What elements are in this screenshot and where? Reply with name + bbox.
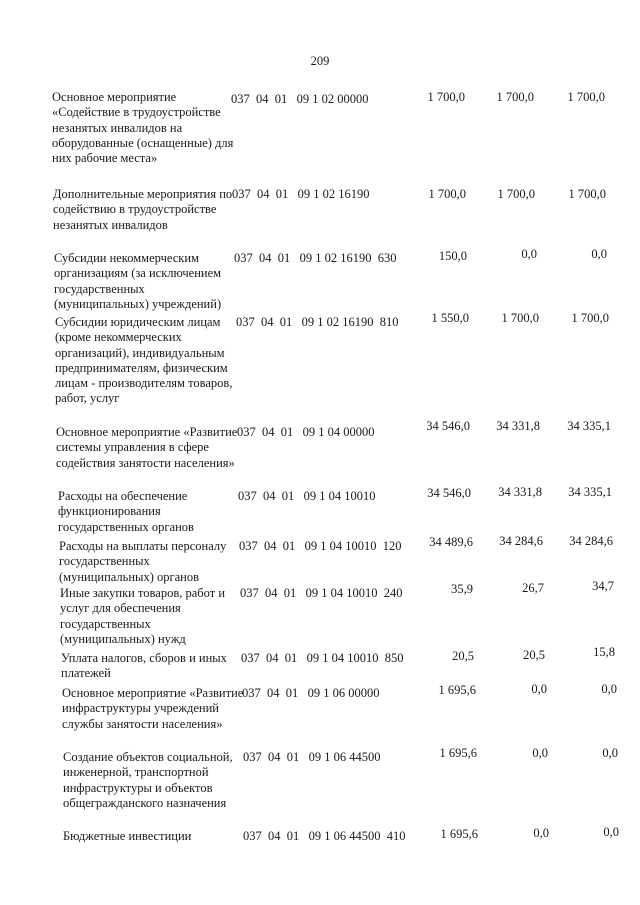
row-name: Основное мероприятие «Развитие системы управления в сфере содействия занятости населения»: [56, 425, 238, 470]
row-code: 037 04 01 09 1 02 16190 630: [234, 251, 397, 265]
row-amount-3: 0,0: [591, 247, 607, 261]
row-code: 037 04 01 09 1 04 00000: [237, 425, 375, 439]
row-code: 037 04 01 09 1 04 10010 240: [240, 586, 403, 600]
row-amount-2: 1 700,0: [496, 90, 534, 104]
row-name: Основное мероприятие «Развитие инфраструктуры учреждений службы занятости населения»: [62, 686, 244, 731]
table-row: [0, 247, 640, 311]
row-amount-2: 34 331,8: [498, 485, 542, 499]
row-amount-1: 1 550,0: [431, 311, 469, 325]
row-code: 037 04 01 09 1 02 16190: [232, 187, 370, 201]
row-name: Расходы на обеспечение функционирования государственных органов: [58, 489, 194, 534]
row-code: 037 04 01 09 1 04 10010 120: [239, 539, 402, 553]
row-amount-2: 0,0: [531, 682, 547, 696]
row-name: Основное мероприятие «Содействие в трудоустройстве незанятых инвалидов на оборудованные (оснащенные) для них рабочие места»: [52, 90, 234, 166]
row-amount-1: 34 489,6: [429, 535, 473, 549]
row-name: Иные закупки товаров, работ и услуг для обеспечения государственных (муниципальных) нужд: [60, 586, 226, 646]
row-amount-3: 34 284,6: [569, 534, 613, 548]
row-amount-1: 1 700,0: [428, 187, 466, 201]
row-amount-2: 1 700,0: [497, 187, 535, 201]
row-name: Дополнительные мероприятия по содействию в трудоустройстве незанятых инвалидов: [53, 187, 233, 232]
row-amount-3: 0,0: [602, 746, 618, 760]
row-amount-2: 20,5: [523, 648, 545, 662]
row-name: Бюджетные инвестиции: [63, 829, 192, 843]
row-code: 037 04 01 09 1 04 10010: [238, 489, 376, 503]
page-number: 209: [310, 54, 330, 68]
row-amount-3: 34 335,1: [567, 419, 611, 433]
table-row: [0, 579, 640, 646]
row-amount-3: 1 700,0: [568, 187, 606, 201]
row-name: Уплата налогов, сборов и иных платежей: [61, 651, 227, 681]
table-row: [0, 187, 640, 247]
row-amount-3: 34,7: [592, 579, 614, 593]
row-code: 037 04 01 09 1 06 44500: [243, 750, 381, 764]
table-row: [0, 311, 640, 421]
table-row: [0, 825, 640, 849]
row-amount-2: 1 700,0: [501, 311, 539, 325]
row-name: Расходы на выплаты персоналу государственных (муниципальных) органов: [59, 539, 227, 584]
row-amount-3: 15,8: [593, 645, 615, 659]
row-code: 037 04 01 09 1 06 44500 410: [243, 829, 406, 843]
row-amount-3: 34 335,1: [568, 485, 612, 499]
row-amount-3: 0,0: [603, 825, 619, 839]
row-name: Создание объектов социальной, инженерной, транспортной инфраструктуры и объектов общегражданского назначения: [63, 750, 233, 810]
row-code: 037 04 01 09 1 06 00000: [242, 686, 380, 700]
table-row: [0, 746, 640, 825]
row-amount-3: 0,0: [601, 682, 617, 696]
table-row: [0, 90, 640, 183]
row-amount-2: 0,0: [532, 746, 548, 760]
row-amount-2: 0,0: [533, 826, 549, 840]
table-row: [0, 682, 640, 746]
row-amount-1: 1 695,6: [440, 827, 478, 841]
table-row: [0, 645, 640, 681]
row-amount-1: 20,5: [452, 649, 474, 663]
row-code: 037 04 01 09 1 02 16190 810: [236, 315, 399, 329]
table-row: [0, 419, 640, 485]
row-name: Субсидии юридическим лицам (кроме некоммерческих организаций), индивидуальным предпринимателям, физическим лицам - производителям товаров, работ, услуг: [55, 315, 233, 406]
row-amount-2: 0,0: [521, 247, 537, 261]
row-amount-1: 1 695,6: [438, 683, 476, 697]
row-name: Субсидии некоммерческим организациям (за исключением государственных (муниципальных) учреждений): [54, 251, 222, 311]
row-amount-2: 34 284,6: [499, 534, 543, 548]
row-amount-1: 35,9: [451, 582, 473, 596]
row-amount-1: 34 546,0: [426, 419, 470, 433]
table-row: [0, 485, 640, 535]
table-row: [0, 534, 640, 584]
row-amount-2: 34 331,8: [496, 419, 540, 433]
row-code: 037 04 01 09 1 02 00000: [231, 92, 369, 106]
row-amount-3: 1 700,0: [571, 311, 609, 325]
row-amount-1: 150,0: [438, 249, 467, 263]
row-amount-3: 1 700,0: [567, 90, 605, 104]
row-amount-1: 1 700,0: [427, 90, 465, 104]
row-amount-2: 26,7: [522, 581, 544, 595]
row-amount-1: 34 546,0: [427, 486, 471, 500]
row-amount-1: 1 695,6: [439, 746, 477, 760]
row-code: 037 04 01 09 1 04 10010 850: [241, 651, 404, 665]
